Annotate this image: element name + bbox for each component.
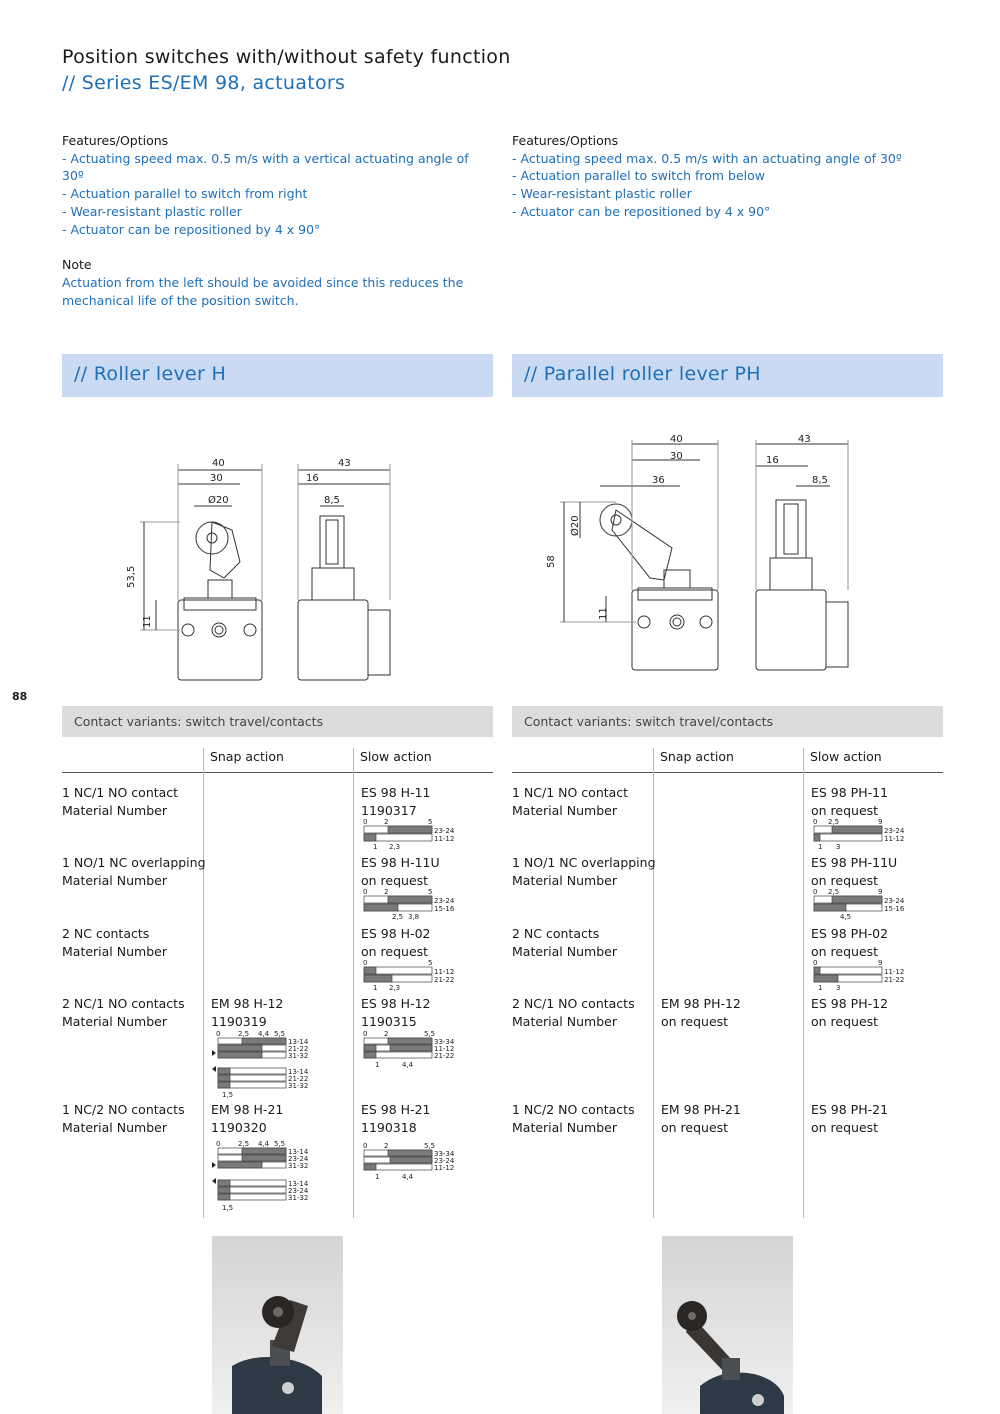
switch-travel-diagram: [812, 888, 912, 924]
feature-item: - Actuation parallel to switch from right: [62, 186, 308, 202]
svg-text:3: 3: [836, 843, 841, 851]
svg-text:4,5: 4,5: [840, 913, 852, 921]
svg-text:23-24: 23-24: [288, 1155, 309, 1163]
row-label: 1 NC/1 NO contact: [512, 785, 629, 800]
table-cell-slow: [811, 925, 888, 960]
svg-text:13-14: 13-14: [288, 1148, 309, 1156]
row-label: 1 NC/2 NO contacts: [512, 1102, 635, 1117]
table-cell-snap: [211, 1101, 283, 1136]
svg-text:1: 1: [373, 984, 378, 992]
dim-label: 30: [670, 451, 683, 462]
section-header-roller-lever-h: [62, 354, 493, 397]
dim-label: 16: [306, 473, 319, 484]
col-header-snap: Snap action: [210, 749, 284, 764]
material-number: 1190320: [211, 1119, 267, 1135]
svg-text:23-24: 23-24: [884, 897, 905, 905]
svg-text:4,4: 4,4: [258, 1030, 270, 1038]
switch-travel-diagram: [362, 1142, 462, 1186]
note-heading: Note: [62, 257, 92, 273]
features-heading: Features/Options: [62, 133, 169, 148]
feature-item: - Actuation parallel to switch from below: [512, 168, 765, 184]
part-number: EM 98 PH-12: [661, 996, 741, 1011]
table-row: [62, 1101, 185, 1136]
section-title: // Parallel roller lever PH: [524, 363, 761, 385]
table-divider: [512, 772, 943, 773]
table-cell-slow: [811, 854, 897, 889]
svg-text:2: 2: [384, 1142, 389, 1150]
dim-label: 43: [338, 458, 351, 469]
row-label: Material Number: [512, 872, 617, 888]
svg-text:21-22: 21-22: [884, 976, 905, 984]
left-features: [62, 132, 492, 309]
column-divider: [803, 748, 804, 1218]
row-label: Material Number: [62, 802, 167, 818]
svg-text:31-32: 31-32: [288, 1162, 309, 1170]
switch-travel-diagram: [212, 1030, 322, 1102]
material-number: 1190317: [361, 802, 417, 818]
part-number: ES 98 PH-11: [811, 785, 889, 800]
part-number: ES 98 H-11: [361, 785, 431, 800]
switch-travel-diagram: [362, 818, 462, 854]
svg-text:5: 5: [428, 818, 433, 826]
material-number: 1190318: [361, 1119, 417, 1135]
svg-text:5,5: 5,5: [274, 1030, 286, 1038]
features-heading: Features/Options: [512, 133, 619, 148]
svg-text:1,5: 1,5: [222, 1091, 234, 1099]
svg-text:9: 9: [878, 818, 883, 826]
column-divider: [353, 748, 354, 1218]
product-photo-parallel-roller-lever-ph: [662, 1236, 793, 1414]
switch-travel-diagram: [812, 959, 912, 995]
dim-label: 16: [766, 455, 779, 466]
row-label: Material Number: [62, 1119, 167, 1135]
svg-text:2,3: 2,3: [389, 984, 401, 992]
svg-text:1: 1: [373, 843, 378, 851]
dim-label: 40: [212, 458, 225, 469]
dim-label: 8,5: [812, 475, 828, 486]
svg-text:1: 1: [818, 843, 823, 851]
table-row: [62, 995, 185, 1030]
table-cell-slow: [361, 925, 431, 960]
dim-label: 40: [670, 434, 683, 445]
svg-text:3,8: 3,8: [408, 913, 420, 921]
table-cell-slow: [361, 854, 440, 889]
drawing-parallel-roller-lever-ph: [540, 430, 860, 675]
note-line: mechanical life of the position switch.: [62, 292, 299, 308]
table-row: [512, 995, 635, 1030]
material-number: on request: [811, 943, 879, 959]
material-number: on request: [661, 1119, 729, 1135]
svg-text:5: 5: [428, 959, 433, 967]
svg-text:33-34: 33-34: [434, 1038, 455, 1046]
row-label: Material Number: [62, 943, 167, 959]
row-label: Material Number: [512, 1013, 617, 1029]
row-label: 1 NO/1 NC overlapping: [62, 855, 206, 870]
row-label: 2 NC contacts: [512, 926, 600, 941]
svg-text:1: 1: [375, 1173, 380, 1181]
col-header-snap: Snap action: [660, 749, 734, 764]
svg-text:11-12: 11-12: [434, 968, 455, 976]
svg-text:0: 0: [363, 959, 368, 967]
svg-text:5,5: 5,5: [274, 1140, 286, 1148]
svg-text:2,3: 2,3: [389, 843, 401, 851]
svg-text:33-34: 33-34: [434, 1150, 455, 1158]
table-row: [512, 1101, 635, 1136]
svg-text:13-14: 13-14: [288, 1180, 309, 1188]
table-row: [62, 784, 178, 819]
table-row: [512, 925, 617, 960]
table-cell-snap: [211, 995, 283, 1030]
svg-text:4,4: 4,4: [402, 1061, 414, 1069]
feature-item: - Actuator can be repositioned by 4 x 90°: [62, 221, 321, 237]
svg-text:11-12: 11-12: [434, 1045, 455, 1053]
svg-text:0: 0: [216, 1140, 221, 1148]
part-number: ES 98 PH-11U: [811, 855, 898, 870]
svg-text:0: 0: [363, 1142, 368, 1150]
dim-label: 30: [210, 473, 223, 484]
table-cell-slow: [811, 1101, 888, 1136]
svg-text:23-24: 23-24: [434, 1157, 455, 1165]
svg-text:3: 3: [836, 984, 841, 992]
svg-text:21-22: 21-22: [288, 1075, 309, 1083]
part-number: ES 98 H-02: [361, 926, 431, 941]
section-header-parallel-roller-lever-ph: [512, 354, 943, 397]
svg-text:0: 0: [813, 818, 818, 826]
svg-text:21-22: 21-22: [434, 976, 455, 984]
table-cell-snap: [661, 995, 741, 1030]
table-cell-slow: [361, 995, 431, 1030]
table-divider: [62, 772, 493, 773]
contact-variants-bar: [512, 706, 943, 737]
svg-text:2: 2: [384, 888, 389, 896]
page-number: 88: [12, 690, 28, 703]
svg-text:0: 0: [813, 888, 818, 896]
part-number: EM 98 H-12: [211, 996, 284, 1011]
drawing-roller-lever-h: [120, 450, 410, 685]
column-divider: [653, 748, 654, 1218]
svg-text:5: 5: [428, 888, 433, 896]
svg-text:2: 2: [384, 818, 389, 826]
col-header-slow: Slow action: [360, 749, 432, 764]
row-label: 1 NC/1 NO contact: [62, 785, 179, 800]
dim-label: 53,5: [126, 565, 137, 588]
material-number: on request: [361, 872, 429, 888]
feature-item: - Actuating speed max. 0.5 m/s with a vertical actuating angle of 30º: [62, 150, 469, 184]
svg-text:2,5: 2,5: [392, 913, 404, 921]
part-number: ES 98 PH-21: [811, 1102, 889, 1117]
section-title: // Roller lever H: [74, 363, 227, 385]
row-label: Material Number: [512, 1119, 617, 1135]
dim-label: 8,5: [324, 495, 340, 506]
material-number: on request: [811, 872, 879, 888]
row-label: 2 NC contacts: [62, 926, 150, 941]
material-number: on request: [811, 1013, 879, 1029]
table-row: [62, 854, 206, 889]
dim-label: Ø20: [570, 515, 581, 536]
svg-text:5,5: 5,5: [424, 1142, 436, 1150]
svg-text:1: 1: [375, 1061, 380, 1069]
switch-travel-diagram: [362, 959, 462, 995]
svg-text:0: 0: [813, 959, 818, 967]
svg-text:4,4: 4,4: [258, 1140, 270, 1148]
switch-travel-diagram: [212, 1140, 322, 1214]
page-title: Position switches with/without safety function: [62, 46, 511, 68]
row-label: Material Number: [62, 872, 167, 888]
svg-text:1,5: 1,5: [222, 1204, 234, 1212]
material-number: on request: [811, 1119, 879, 1135]
svg-text:15-16: 15-16: [884, 905, 905, 913]
dim-label: 58: [546, 555, 557, 568]
part-number: EM 98 PH-21: [661, 1102, 741, 1117]
svg-text:31-32: 31-32: [288, 1194, 309, 1202]
material-number: on request: [811, 802, 879, 818]
svg-text:9: 9: [878, 888, 883, 896]
svg-text:21-22: 21-22: [434, 1052, 455, 1060]
table-cell-slow: [811, 995, 888, 1030]
svg-text:2,5: 2,5: [828, 888, 840, 896]
dim-label: 43: [798, 434, 811, 445]
feature-item: - Wear-resistant plastic roller: [62, 203, 242, 219]
product-photo-roller-lever-h: [212, 1236, 343, 1414]
row-label: 1 NO/1 NC overlapping: [512, 855, 656, 870]
table-row: [62, 925, 167, 960]
material-number: on request: [661, 1013, 729, 1029]
svg-text:23-24: 23-24: [288, 1187, 309, 1195]
svg-text:2,5: 2,5: [828, 818, 840, 826]
row-label: 2 NC/1 NO contacts: [62, 996, 185, 1011]
right-features: [512, 132, 942, 221]
row-label: 2 NC/1 NO contacts: [512, 996, 635, 1011]
svg-text:0: 0: [363, 888, 368, 896]
row-label: Material Number: [62, 1013, 167, 1029]
dim-label: 36: [652, 475, 665, 486]
table-row: [512, 854, 656, 889]
svg-text:13-14: 13-14: [288, 1068, 309, 1076]
table-cell-slow: [361, 1101, 431, 1136]
svg-text:11-12: 11-12: [884, 968, 905, 976]
material-number: 1190315: [361, 1013, 417, 1029]
table-cell-slow: [811, 784, 888, 819]
dim-label: 11: [598, 607, 609, 620]
svg-text:5,5: 5,5: [424, 1030, 436, 1038]
svg-text:13-14: 13-14: [288, 1038, 309, 1046]
feature-item: - Wear-resistant plastic roller: [512, 186, 692, 202]
part-number: EM 98 H-21: [211, 1102, 284, 1117]
svg-text:0: 0: [216, 1030, 221, 1038]
switch-travel-diagram: [362, 1030, 462, 1074]
row-label: Material Number: [512, 802, 617, 818]
feature-item: - Actuator can be repositioned by 4 x 90°: [512, 203, 771, 219]
svg-text:0: 0: [363, 818, 368, 826]
material-number: on request: [361, 943, 429, 959]
contact-variants-label: Contact variants: switch travel/contacts: [74, 714, 324, 729]
svg-text:11-12: 11-12: [434, 1164, 455, 1172]
svg-text:23-24: 23-24: [884, 827, 905, 835]
part-number: ES 98 PH-12: [811, 996, 889, 1011]
svg-text:31-32: 31-32: [288, 1082, 309, 1090]
svg-text:9: 9: [878, 959, 883, 967]
svg-text:31-32: 31-32: [288, 1052, 309, 1060]
row-label: 1 NC/2 NO contacts: [62, 1102, 185, 1117]
table-row: [512, 784, 628, 819]
part-number: ES 98 H-12: [361, 996, 431, 1011]
table-cell-slow: [361, 784, 431, 819]
svg-text:15-16: 15-16: [434, 905, 455, 913]
svg-text:4,4: 4,4: [402, 1173, 414, 1181]
contact-variants-label: Contact variants: switch travel/contacts: [524, 714, 774, 729]
part-number: ES 98 H-21: [361, 1102, 431, 1117]
switch-travel-diagram: [362, 888, 462, 924]
row-label: Material Number: [512, 943, 617, 959]
feature-item: - Actuating speed max. 0.5 m/s with an actuating angle of 30º: [512, 150, 902, 166]
svg-text:11-12: 11-12: [884, 835, 905, 843]
page-subtitle: // Series ES/EM 98, actuators: [62, 72, 346, 94]
switch-travel-diagram: [812, 818, 912, 854]
svg-text:21-22: 21-22: [288, 1045, 309, 1053]
svg-text:23-24: 23-24: [434, 897, 455, 905]
contact-variants-bar: [62, 706, 493, 737]
part-number: ES 98 H-11U: [361, 855, 440, 870]
note-line: Actuation from the left should be avoided since this reduces the: [62, 274, 464, 290]
svg-text:2,5: 2,5: [238, 1030, 250, 1038]
svg-text:23-24: 23-24: [434, 827, 455, 835]
col-header-slow: Slow action: [810, 749, 882, 764]
svg-text:1: 1: [818, 984, 823, 992]
table-cell-snap: [661, 1101, 741, 1136]
svg-text:11-12: 11-12: [434, 835, 455, 843]
dim-label: Ø20: [208, 495, 229, 506]
svg-text:0: 0: [363, 1030, 368, 1038]
part-number: ES 98 PH-02: [811, 926, 889, 941]
svg-text:2,5: 2,5: [238, 1140, 250, 1148]
column-divider: [203, 748, 204, 1218]
svg-text:2: 2: [384, 1030, 389, 1038]
material-number: 1190319: [211, 1013, 267, 1029]
dim-label: 11: [142, 615, 153, 628]
